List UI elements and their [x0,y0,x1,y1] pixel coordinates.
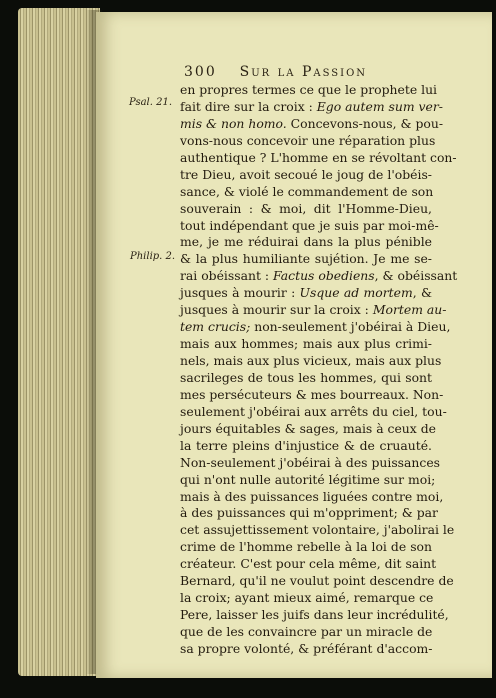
italic-text: mis & non homo. [180,115,287,131]
text-segment: mais aux hommes; mais aux plus crimi- [180,336,432,352]
text-segment: crime de l'homme rebelle à la loi de son [180,539,432,555]
text-segment: mes persécuteurs & mes bourreaux. Non- [180,386,444,402]
text-segment: authentique ? L'homme en se révoltant con- [180,149,457,165]
text-line [180,201,432,218]
text-segment: Concevons-nous, & pou- [286,115,444,131]
text-segment: qui n'ont nulle autorité légitime sur moi; [180,471,436,487]
text-line [180,336,432,353]
text-segment: cet assujettissement volontaire, j'abolirai le [180,522,455,538]
text-line [180,82,438,99]
text-segment: en propres termes ce que le prophete lui [180,82,438,97]
text-line [180,471,436,489]
text-segment: me, je me réduirai dans la plus pénible [180,234,432,250]
italic-text: Factus obediens [273,268,375,284]
text-line [180,167,432,184]
margin-note-psalm: Psal. 21. [129,97,173,108]
text-segment: créateur. C'est pour cela même, dit saint [180,556,437,572]
page-header [184,64,367,80]
text-line [180,217,439,235]
text-segment: tre Dieu, avoit secoué le joug de l'obéis- [180,166,432,182]
italic-text: tem crucis; [180,319,251,335]
text-segment: , & [412,285,432,301]
text-segment: Bernard, qu'il ne voulut point descendre de [180,573,454,589]
text-line [180,438,432,455]
text-line [180,607,449,624]
text-segment: & la plus humiliante sujétion. Je me se- [180,251,432,267]
running-title: Sur la Passion [239,64,368,80]
text-line [180,184,432,201]
text-line [180,268,458,285]
text-segment: jusques à mourir : [180,285,300,301]
text-line [180,115,444,133]
italic-text: Usque ad mortem [299,285,413,301]
text-line [180,539,432,556]
text-segment: la croix; ayant mieux aimé, remarque ce [180,590,434,606]
text-segment: sance, & violé le commandement de son [180,183,434,199]
text-line [180,302,447,319]
text-segment: seulement j'obéirai aux arrêts du ciel, tou- [180,403,447,419]
text-line [180,522,455,539]
text-line [180,149,457,167]
text-segment: souverain : & moi, dit l'Homme-Dieu, [180,200,432,216]
text-line [180,505,438,522]
text-segment: , & obéissant [374,268,458,284]
text-segment: mais à des puissances liguées contre moi, [180,488,444,504]
text-line [180,420,436,438]
margin-note-philippians: Philip. 2. [130,251,176,262]
text-segment: rai obéissant : [180,268,274,284]
text-segment: vons-nous concevoir une réparation plus [180,132,436,148]
text-segment: jours équitables & sages, mais à ceux de [180,420,436,436]
text-segment: Non-seulement j'obéirai à des puissances [180,454,441,470]
text-line [180,251,432,268]
italic-text: Mortem au- [372,302,447,318]
text-segment: fait dire sur la croix : [180,98,317,114]
text-segment: non-seulement j'obéirai à Dieu, [250,319,451,335]
text-segment: à des puissances qui m'oppriment; & par [180,505,438,521]
text-line [180,234,432,251]
text-segment: la terre pleins d'injustice & de cruauté. [180,437,432,453]
page-number: 300 [184,64,217,80]
text-line [180,353,442,370]
text-line [180,370,432,387]
text-line [180,285,432,302]
text-line [180,488,444,506]
text-line [180,641,432,658]
text-line [180,319,451,336]
text-segment: tout indépendant que je suis par moi-mê- [180,217,439,233]
body-text [180,82,458,658]
text-segment: jusques à mourir sur la croix : [180,302,373,318]
text-line [180,386,444,404]
text-line [180,573,454,590]
text-line [180,98,443,116]
text-line [180,590,432,607]
text-line [180,454,441,472]
text-segment: nels, mais aux plus vicieux, mais aux plus [180,353,442,368]
text-line [180,132,436,150]
text-segment: sacrileges de tous les hommes, qui sont [180,369,432,385]
text-segment: Pere, laisser les juifs dans leur incrédulité, [180,607,449,623]
text-line [180,403,447,421]
text-segment: que de les convaincre par un miracle de [180,624,433,639]
italic-text: Ego autem sum ver- [316,98,443,114]
text-line [180,556,437,573]
text-segment: sa propre volonté, & préférant d'accom- [180,640,433,656]
text-line [180,624,432,641]
